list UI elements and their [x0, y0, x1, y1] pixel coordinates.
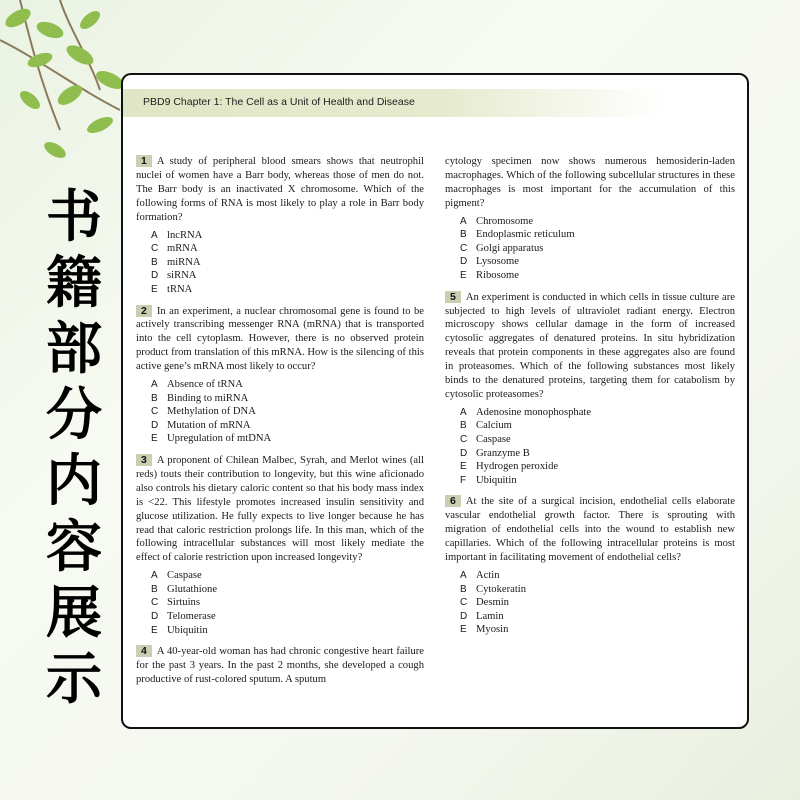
answer-option — [136, 242, 424, 256]
answer-option — [136, 432, 424, 446]
question-number-badge: 6 — [445, 495, 461, 507]
answer-options — [136, 378, 424, 446]
option-text: Ubiquitin — [167, 624, 208, 636]
option-text: Ribosome — [476, 270, 519, 281]
option-text: Endoplasmic reticulum — [476, 229, 575, 241]
option-text: Adenosine monophosphate — [476, 406, 592, 418]
question-number-badge: 4 — [136, 645, 152, 657]
answer-option — [136, 419, 424, 433]
answer-options — [445, 569, 735, 637]
option-letter: A — [151, 229, 158, 241]
option-letter: C — [460, 434, 468, 446]
answer-options — [445, 215, 735, 283]
option-text: Myosin — [476, 624, 509, 636]
option-text: Chromosome — [476, 215, 534, 227]
question-stem — [445, 495, 735, 565]
option-text: Cytokeratin — [476, 583, 527, 595]
question-block — [445, 291, 735, 488]
answer-option — [445, 242, 735, 256]
question-block — [136, 155, 424, 297]
answer-options — [136, 229, 424, 297]
option-text: Hydrogen peroxide — [476, 461, 559, 473]
title-char: 部 — [46, 317, 102, 382]
option-text: Actin — [476, 569, 500, 581]
answer-option — [136, 405, 424, 419]
option-letter: A — [151, 570, 158, 582]
answer-option — [445, 623, 735, 637]
answer-option — [445, 419, 735, 433]
title-char: 展 — [46, 581, 102, 646]
option-text: Calcium — [476, 420, 512, 432]
answer-option — [136, 624, 424, 638]
option-letter: F — [460, 474, 467, 486]
question-block — [136, 454, 424, 637]
answer-options — [445, 406, 735, 488]
option-text: Glutathione — [167, 583, 218, 595]
option-text: Upregulation of mtDNA — [167, 433, 272, 445]
option-letter: D — [460, 610, 468, 622]
option-letter: C — [151, 243, 159, 255]
option-text: Methylation of DNA — [167, 406, 256, 418]
option-text: Granzyme B — [476, 447, 530, 459]
option-letter: A — [460, 569, 467, 581]
option-letter: E — [460, 461, 467, 473]
title-char: 内 — [46, 449, 102, 514]
question-text: At the site of a surgical incision, endothelial cells elaborate vascular endothelial growth factor. There is sprouting with migration of endothelial cells into the wound to establish new capillaries. Which of the following intracellular proteins is most important in facilitating movement of endothelial cells? — [445, 496, 735, 564]
answer-options — [136, 569, 424, 637]
title-char: 容 — [46, 515, 102, 580]
option-text: Telomerase — [167, 611, 216, 623]
question-block — [445, 155, 735, 283]
option-letter: C — [460, 597, 468, 609]
option-text: Absence of tRNA — [167, 379, 243, 391]
answer-option — [445, 255, 735, 269]
option-text: Ubiquitin — [476, 474, 517, 486]
question-number-badge: 2 — [136, 305, 152, 317]
option-text: miRNA — [167, 256, 201, 268]
option-letter: D — [151, 270, 159, 282]
question-stem — [445, 291, 735, 402]
answer-option — [136, 610, 424, 624]
chapter-header-bar — [123, 89, 663, 117]
answer-option — [136, 256, 424, 270]
question-text: A study of peripheral blood smears shows that neutrophil nuclei of women have a Barr body, whereas those of men do not. The Barr body is an inactivated X chromosome. Which of the following forms of RNA is most likely to play a role in Barr body formation? — [136, 156, 424, 223]
option-text: Mutation of mRNA — [167, 419, 251, 431]
option-text: Sirtuins — [167, 597, 200, 609]
question-number-badge: 3 — [136, 454, 152, 466]
option-letter: B — [151, 392, 158, 404]
option-letter: C — [460, 242, 468, 254]
option-text: mRNA — [167, 243, 198, 255]
answer-option — [445, 433, 735, 447]
answer-option — [445, 269, 735, 283]
option-letter: E — [460, 270, 467, 281]
option-letter: B — [460, 583, 467, 595]
option-letter: A — [460, 215, 467, 227]
answer-option — [136, 596, 424, 610]
option-letter: B — [460, 420, 467, 432]
answer-option — [445, 228, 735, 242]
left-column — [136, 155, 424, 695]
answer-option — [136, 583, 424, 597]
question-number-badge: 5 — [445, 291, 461, 303]
question-number-badge: 1 — [136, 155, 152, 167]
option-letter: A — [151, 379, 158, 391]
option-letter: E — [151, 283, 158, 295]
question-text: In an experiment, a nuclear chromosomal gene is found to be actively transcribing messenger RNA (mRNA) that is transported into the cell cytoplasm. However, there is no observed protein product from translation of this mRNA. How is the silencing of this active gene’s mRNA most likely to occur? — [136, 305, 424, 373]
title-char: 示 — [46, 647, 102, 712]
question-text: A proponent of Chilean Malbec, Syrah, and Merlot wines (all reds) touts their contribution to longevity, but this wine aficionado also controls his dietary caloric content so that his body mass index is <22. This lifestyle promotes increased insulin sensitivity and glucose utilization. He fully expects to live longer because he has read that caloric restriction prolongs life. In this man, which of the following intracellular substances will most likely mediate the effect of calorie restriction upon increased longevity? — [136, 455, 424, 564]
option-text: Desmin — [476, 597, 509, 609]
question-stem — [136, 305, 424, 375]
option-text: siRNA — [167, 270, 197, 282]
answer-option — [445, 474, 735, 488]
answer-option — [445, 569, 735, 583]
question-block — [136, 645, 424, 687]
question-text: An experiment is conducted in which cells in tissue culture are subjected to high levels of ultraviolet radiant energy. Electron microscopy shows cellular damage in the form of increased cytosolic aggregates of denatured proteins. In situ hybridization reveals that protein components in these aggregates also are found in proteasomes. Which of the following substances most likely binds to the denatured proteins, targeting them for catabolism by cytosolic proteasomes? — [445, 291, 735, 400]
answer-option — [136, 269, 424, 283]
answer-option — [136, 229, 424, 243]
chapter-title: PBD9 Chapter 1: The Cell as a Unit of Health and Disease — [143, 96, 415, 108]
option-letter: A — [460, 406, 467, 418]
option-text: lncRNA — [167, 229, 203, 241]
answer-option — [445, 596, 735, 610]
option-text: Lamin — [476, 610, 504, 622]
book-page — [121, 73, 749, 729]
option-letter: B — [151, 256, 158, 268]
option-letter: D — [151, 419, 159, 431]
option-text: Golgi apparatus — [476, 242, 544, 254]
question-stem — [136, 645, 424, 687]
right-column — [445, 155, 735, 645]
option-letter: C — [151, 597, 159, 609]
title-char: 书 — [46, 185, 102, 250]
answer-option — [445, 406, 735, 420]
question-stem — [136, 454, 424, 565]
option-text: Lysosome — [476, 256, 519, 268]
question-text: cytology specimen now shows numerous hemosiderin-laden macrophages. Which of the following subcellular structures in these macrophages is most important for the accumulation of this pigment? — [445, 156, 735, 209]
option-text: Caspase — [476, 434, 511, 446]
option-text: tRNA — [167, 283, 193, 295]
option-letter: E — [460, 624, 467, 636]
title-char: 分 — [46, 383, 102, 448]
question-text: A 40-year-old woman has had chronic congestive heart failure for the past 3 years. In the past 2 months, she developed a cough productive of rust-colored sputum. A sputum — [136, 646, 424, 686]
vertical-title — [34, 185, 114, 713]
answer-option — [445, 447, 735, 461]
question-block — [136, 305, 424, 447]
option-text: Caspase — [167, 570, 202, 582]
option-letter: D — [151, 611, 159, 623]
answer-option — [136, 283, 424, 297]
answer-option — [445, 460, 735, 474]
option-letter: B — [151, 583, 158, 595]
option-letter: C — [151, 406, 159, 418]
option-letter: B — [460, 229, 467, 241]
question-stem — [136, 155, 424, 225]
option-letter: D — [460, 256, 468, 268]
option-text: Binding to miRNA — [167, 392, 249, 404]
title-char: 籍 — [46, 251, 102, 316]
option-letter: D — [460, 447, 468, 459]
answer-option — [445, 215, 735, 229]
option-letter: E — [151, 624, 158, 636]
question-block — [445, 495, 735, 637]
answer-option — [445, 610, 735, 624]
answer-option — [445, 583, 735, 597]
answer-option — [136, 378, 424, 392]
question-stem — [445, 155, 735, 211]
answer-option — [136, 569, 424, 583]
answer-option — [136, 392, 424, 406]
option-letter: E — [151, 433, 158, 445]
